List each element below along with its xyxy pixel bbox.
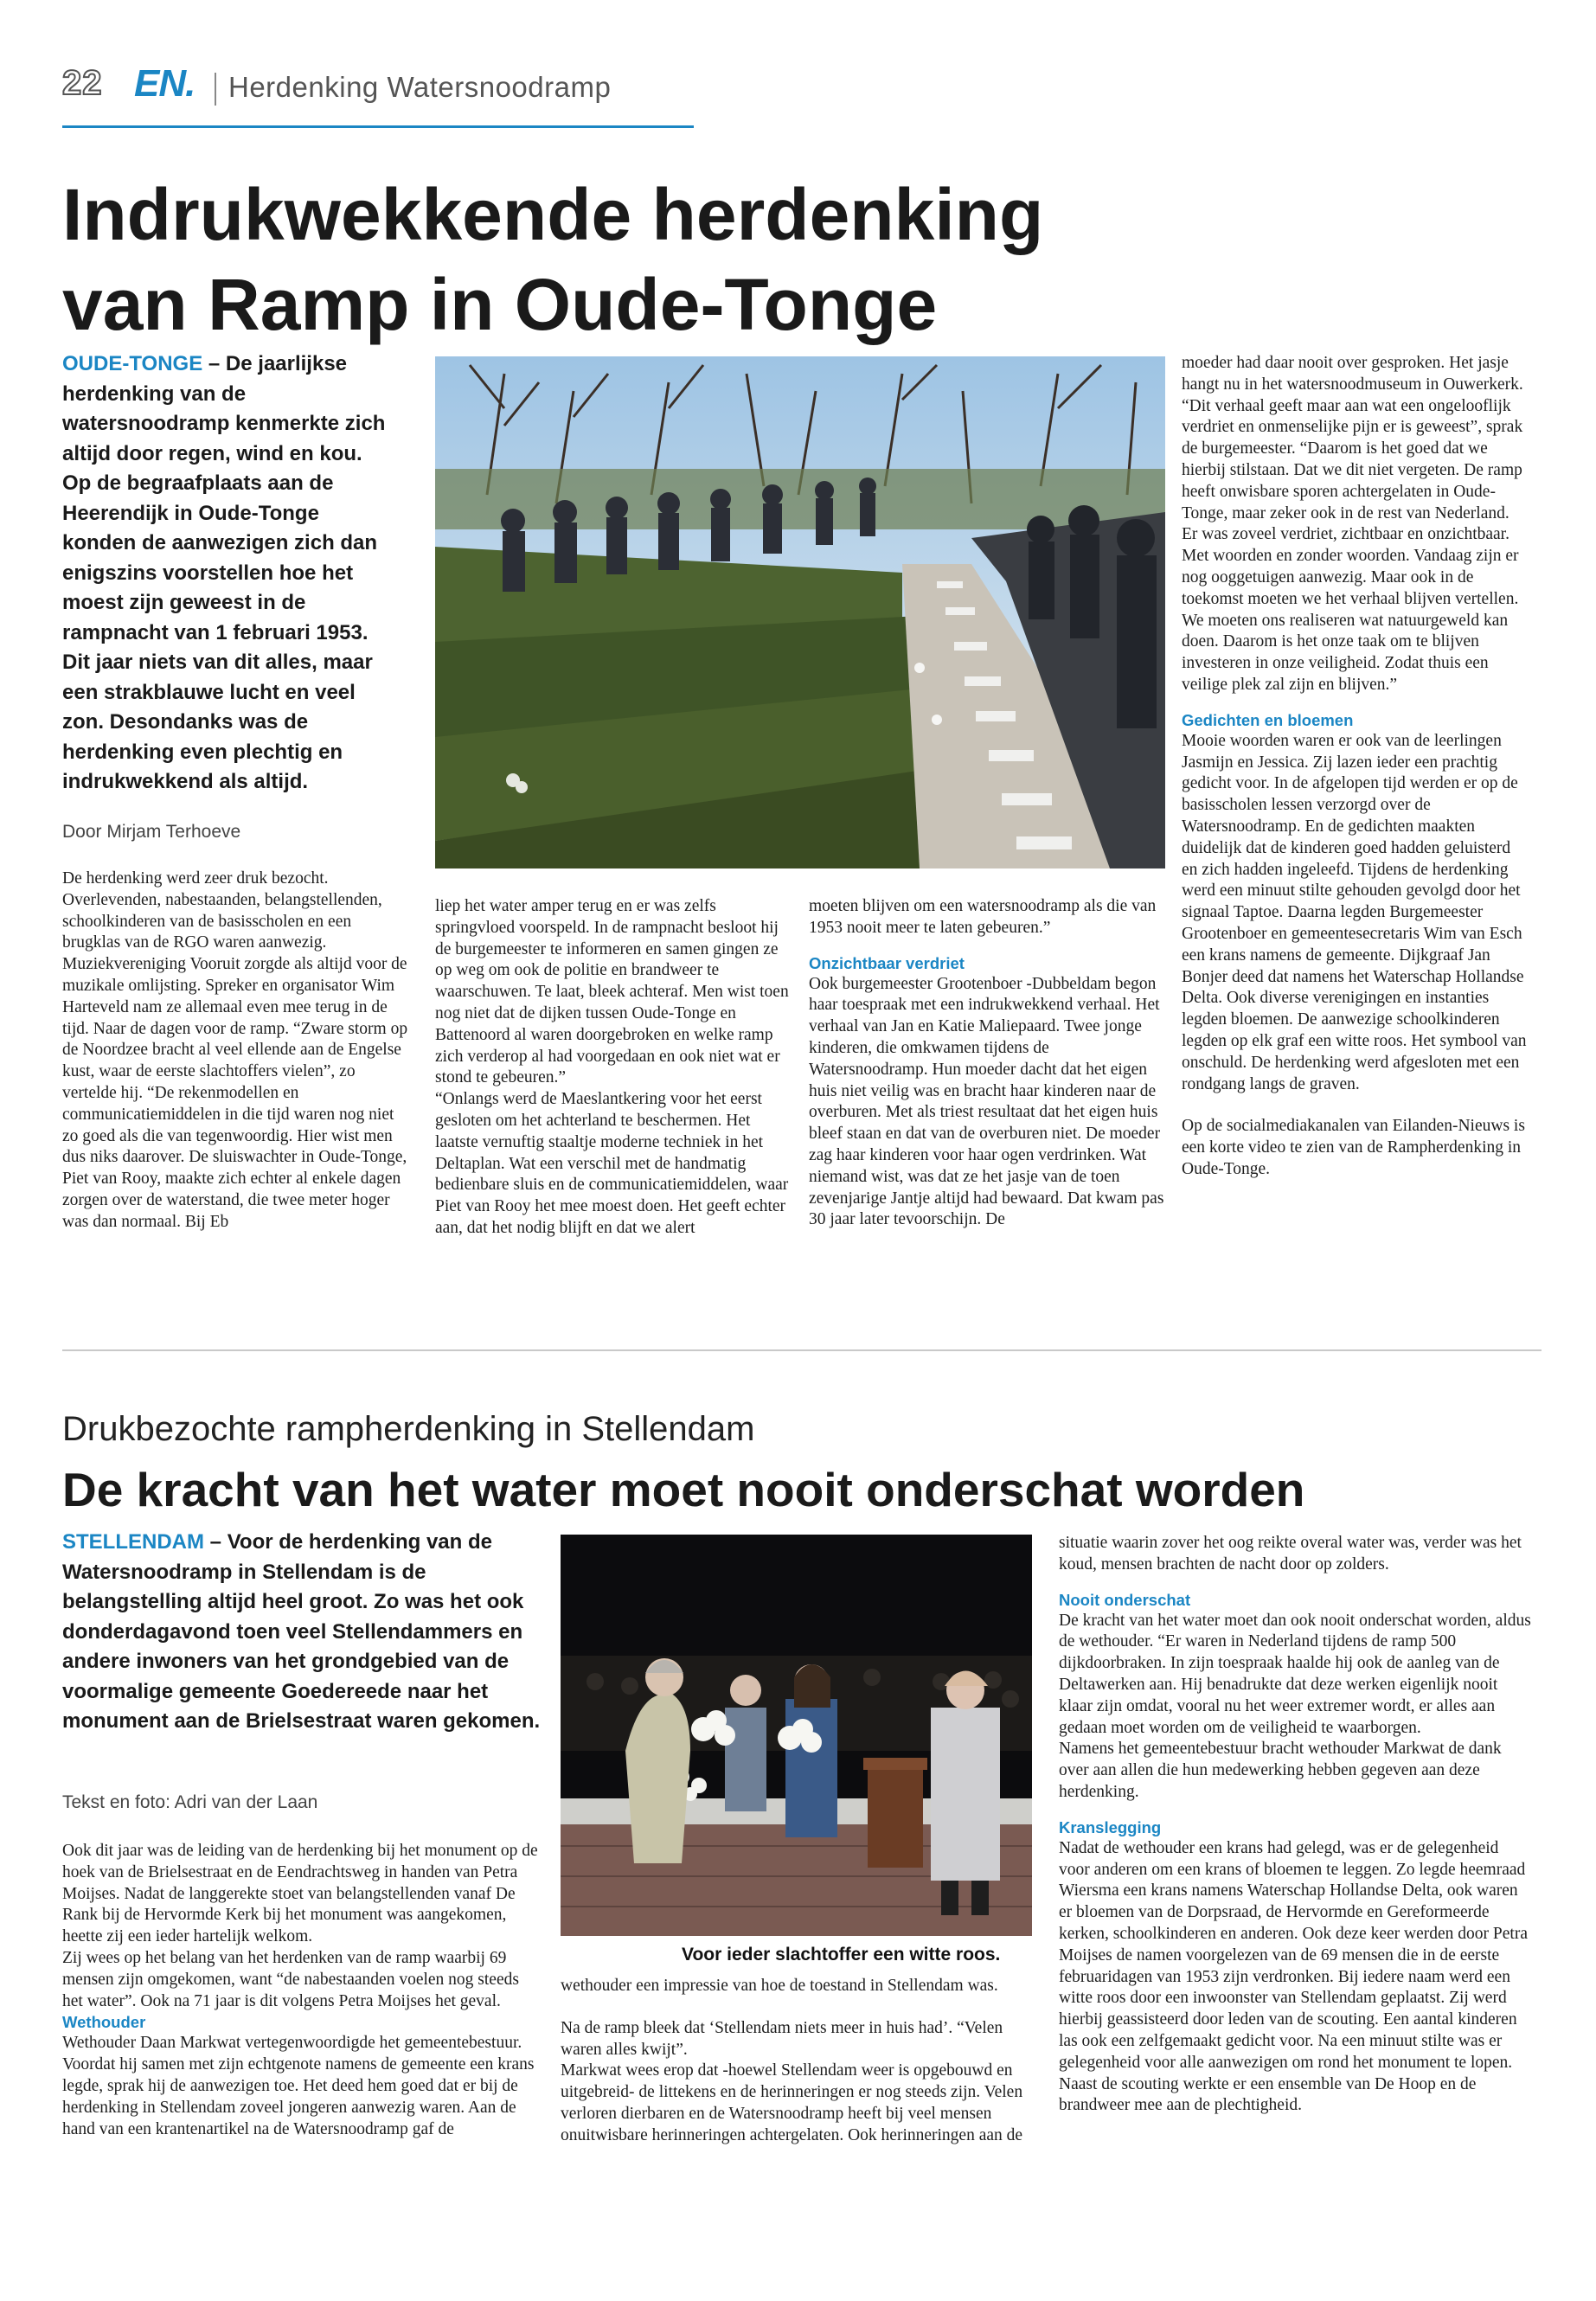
subheading-onzichtbaar-verdriet: Onzichtbaar verdriet: [809, 953, 965, 972]
cemetery-photo-art: [435, 356, 1165, 868]
headline-line: van Ramp in Oude-Tonge: [62, 264, 938, 345]
paragraph: situatie waarin zover het oog reikte overal water was, verder was het koud, mensen brachten de nacht door op zolders.: [1059, 1534, 1522, 1574]
lead-dash: –: [204, 1530, 228, 1554]
ceremony-photo: [561, 1535, 1032, 1936]
article2-kicker: Drukbezochte rampherdenking in Stellendam: [62, 1410, 755, 1448]
header-rule: [62, 125, 694, 128]
article1-headline: [62, 170, 1100, 349]
lead-location: STELLENDAM: [62, 1530, 204, 1554]
ceremony-photo-caption: Voor ieder slachtoffer een witte roos.: [682, 1945, 1001, 1965]
lead-text: De jaarlijkse herdenking van de watersnoodramp kenmerkte zich altijd door regen, wind en kou. Op de begraafplaats aan de Heerendijk in Oude-Tonge konden de aanwezigen zich dan enigszins voorstellen hoe het moest zijn geweest in de rampnacht van 1 februari 1953. Dit jaar niets van dit alles, maar een strakblauwe lucht en veel zon. Desondanks was de herdenking even plechtig en indrukwekkend als altijd.: [62, 352, 386, 793]
article2-column-1: [62, 1841, 538, 2140]
paragraph: Op de socialmediakanalen van Eilanden-Nieuws is een korte video te zien van de Rampherdenking in Oude-Tonge.: [1182, 1117, 1525, 1178]
paragraph: Mooie woorden waren er ook van de leerlingen Jasmijn en Jessica. Zij lazen ieder een prachtig gedicht voor. In de afgelopen tijd werden er op de basisscholen lessen verzorgd over de Watersnoodramp. En de gedichten maakten duidelijk dat de kinderen goed hadden geluisterd en zich hadden ingeleefd. Tijdens de herdenking werd een minuut stilte gehouden gevolgd door het signaal Taptoe. Daarna legden Burgemeester Grootenboer en gemeentesecretaris Wim van Esch een krans namens de gemeente. Dijkgraaf Jan Bonjer deed dat namens het Waterschap Hollandse Delta. Ook diverse verenigingen en instanties legden bloemen. De aanwezige schoolkinderen legden op elk graf een witte roos. Het symbool van onschuld. De herdenking werd afgesloten met een rondgang langs de graven.: [1182, 731, 1527, 1093]
paragraph: Nadat de wethouder een krans had gelegd, was er de gelegenheid voor anderen om een krans of bloemen te leggen. Zo legde heemraad Wiersma een krans namens Waterschap Hollandse Delta, ook waren er bloemen van de Dorpsraad, de Hervormde en Gereformeerde kerken, schoolkinderen en anderen. Ook deze keer werden door Petra Moijses de namen voorgelezen van de 69 mensen die in de eerste februaridagen van 1953 zijn verdronken. Bij iedere naam werd een witte roos door een inwoonster van Stellendam geplaatst. Zij werd hierbij geassisteerd door leden van de scouting. Een aantal kinderen las ook een zelfgemaakt gedicht voor. Na een minuut stilte was er gelegenheid voor alle aanwezigen om rond het monument te lopen. Naast de scouting werkte er een ensemble van De Hoop en de brandweer mee aan de plechtigheid.: [1059, 1838, 1528, 2115]
paragraph: Namens het gemeentebestuur bracht wethouder Markwat de dank over aan allen die hun medewerking hebben gegeven aan deze herdenking.: [1059, 1740, 1502, 1801]
article2-lead: [62, 1528, 547, 1737]
subheading-kranslegging: Kranslegging: [1059, 1817, 1162, 1836]
lead-text: Voor de herdenking van de Watersnoodramp in Stellendam is de belangstelling altijd heel groot. Zo was het ook donderdagavond toen veel Stellendammers en andere inwoners van het grondgebied van de voormalige gemeente Goedereede naar het monument aan de Brielsestraat waren gekomen.: [62, 1530, 541, 1733]
paragraph: wethouder een impressie van hoe de toestand in Stellendam was.: [561, 1977, 998, 1995]
article2-byline: Tekst en foto: Adri van der Laan: [62, 1792, 318, 1812]
lead-location: OUDE-TONGE: [62, 352, 203, 375]
subheading-wethouder: Wethouder: [62, 2013, 146, 2032]
publication-logo: EN.: [134, 62, 195, 105]
article1-column-4: [1182, 353, 1528, 1181]
section-label: Herdenking Watersnoodramp: [228, 71, 612, 103]
paragraph: Ook dit jaar was de leiding van de herdenking bij het monument op de hoek van de Brielsestraat en de Eendrachtsweg in handen van Petra Moijses. Nadat de langgerekte stoet van belangstellenden vanaf De Rank bij de Hervormde Kerk bij het monument was aangekomen, heette zij een ieder hartelijk welkom.: [62, 1842, 538, 1946]
article1-lead: [62, 349, 389, 798]
header-separator: [215, 73, 216, 106]
paragraph: moeder had daar nooit over gesproken. Het jasje hangt nu in het watersnoodmuseum in Ouwerkerk. “Dit verhaal geeft maar aan wat een ongelooflijk verdriet en onmenselijke pijn er is geweest”, sprak de burgemeester. “Daarom is het goed dat we hierbij stilstaan. Dat we dit niet vergeten. De ramp heeft onwisbare sporen achtergelaten in Oude-Tonge, maar zeker ook in de rest van Nederland. Er was zoveel verdriet, zichtbaar en onzichtbaar. Met woorden en zonder woorden. Vandaag zijn er nog ooggetuigen aanwezig. Maar ook in de toekomst moeten we het verhaal blijven vertellen. We moeten ons realiseren wat natuurgeweld kan doen. Daarom is het onze taak om te blijven investeren in onze veiligheid. Zodat thuis een veilige plek zal zijn en blijven.”: [1182, 354, 1523, 694]
article2-column-2: [561, 1976, 1032, 2147]
article2-headline: De kracht van het water moet nooit onderschat worden: [62, 1463, 1305, 1516]
subheading-gedichten-en-bloemen: Gedichten en bloemen: [1182, 710, 1354, 729]
article1-column-2: [435, 896, 792, 1240]
article2-column-3: [1059, 1533, 1533, 2117]
paragraph: Markwat wees erop dat -hoewel Stellendam weer is opgebouwd en uitgebreid- de littekens en de herinneringen er nog steeds zijn. Velen verloren dierbaren en de Watersnoodramp heeft bij veel mensen onuitwisbare herinneringen achtergelaten. Ook herinneringen aan de: [561, 2061, 1023, 2144]
article1-column-1: De herdenking werd zeer druk bezocht. Overlevenden, nabestaanden, belangstellenden, schoolkinderen van de basisscholen en een brugklas van de RGO waren aanwezig. Muziekvereniging Vooruit zorgde als altijd voor de muzikale omlijsting. Spreker en organisator Wim Harteveld nam ze allemaal even mee terug in de tijd. Naar de dagen voor de ramp. “Zware storm op de Noordzee bracht al veel ellende aan de Engelse kust, waar de eerste slachtoffers vielen”, zo vertelde hij. “De rekenmodellen en communicatiemiddelen in die tijd waren nog niet zo goed als die van tegenwoordig. Hier wist men dus niks daarover. De sluiswachter in Oude-Tonge, Piet van Rooy, maakte zich echter al enkele dagen zorgen over de waterstand, die twee meter hoger was dan normaal. Bij Eb: [62, 869, 408, 1231]
cemetery-photo: [435, 356, 1165, 868]
paragraph: “Onlangs werd de Maeslantkering voor het eerst gesloten om het achterland te beschermen. Het laatste vernuftig staaltje moderne techniek in het Deltaplan. Wat een verschil met de handmatig bedienbare sluis en de communicatiemiddelen, waar Piet van Rooy het mee moest doen. Het geeft echter aan, dat het nodig blijft en dat we alert: [435, 1090, 789, 1237]
paragraph: Wethouder Daan Markwat vertegenwoordigde het gemeentebestuur. Voordat hij samen met zijn echtgenote namens de gemeente een krans legde, sprak hij de aanwezigen toe. Het deed hem goed dat er bij de herdenking in Stellendam zoveel jongeren aanwezig waren. Aan de hand van een krantenartikel na de Watersnoodramp gaf de: [62, 2034, 535, 2138]
paragraph: Zij wees op het belang van het herdenken van de ramp waarbij 69 mensen zijn omgekomen, want “de nabestaanden voelen nog steeds het water”. Ook na 71 jaar is dit volgens Petra Moijses het geval.: [62, 1948, 519, 2010]
paragraph: Ook burgemeester Grootenboer -Dubbeldam begon haar toespraak met een indrukwekkend verhaal. Het verhaal van Jan en Katie Maliepaard. Twee jonge kinderen, die omkwamen tijdens de Watersnoodramp. Hun moeder dacht dat het eigen huis niet veilig was en bracht haar kinderen naar de overburen. Met als triest resultaat dat het eigen huis bleef staan en dat van de overburen niet. De moeder zag haar kinderen voor haar ogen verdrinken. Wat niemand wist, was dat ze het jasje van de toen zevenjarige Jantje altijd had bewaard. Dat kwam pas 30 jaar later tevoorschijn. De: [809, 974, 1164, 1229]
headline-line: Indrukwekkende herdenking: [62, 174, 1044, 255]
article1-byline: Door Mirjam Terhoeve: [62, 822, 241, 842]
paragraph: Na de ramp bleek dat ‘Stellendam niets meer in huis had’. “Velen waren alles kwijt”.: [561, 2018, 1003, 2059]
subheading-nooit-onderschat: Nooit onderschat: [1059, 1590, 1191, 1609]
article-divider: [62, 1349, 1542, 1351]
page-number: 22: [62, 64, 103, 102]
paragraph: De kracht van het water moet dan ook nooit onderschat worden, aldus de wethouder. “Er waren in Nederland tijdens de ramp 500 dijkdoorbraken. In zijn toespraak haalde hij ook de aanleg van de Deltawerken aan. Hij benadrukte dat deze werken eigenlijk nooit klaar zijn omdat, vooral nu het weer extremer wordt, er alles aan gedaan moet worden om de veiligheid te waarborgen.: [1059, 1611, 1531, 1737]
article1-column-3: [809, 896, 1165, 1231]
paragraph: liep het water amper terug en er was zelfs springvloed voorspeld. In de rampnacht besloot hij de burgemeester te informeren en samen gingen ze op weg om ook de politie en brandweer te waarschuwen. Te laat, bleek achteraf. Men wist toen nog niet dat de dijken tussen Oude-Tonge en Battenoord al waren doorgebroken en welke ramp zich verderop al had voorgedaan en ook niet wat er stond te gebeuren.”: [435, 897, 789, 1087]
ceremony-photo-art: [561, 1535, 1032, 1936]
lead-dash: –: [202, 352, 226, 375]
paragraph: moeten blijven om een watersnoodramp als die van 1953 nooit meer te laten gebeuren.”: [809, 897, 1157, 937]
